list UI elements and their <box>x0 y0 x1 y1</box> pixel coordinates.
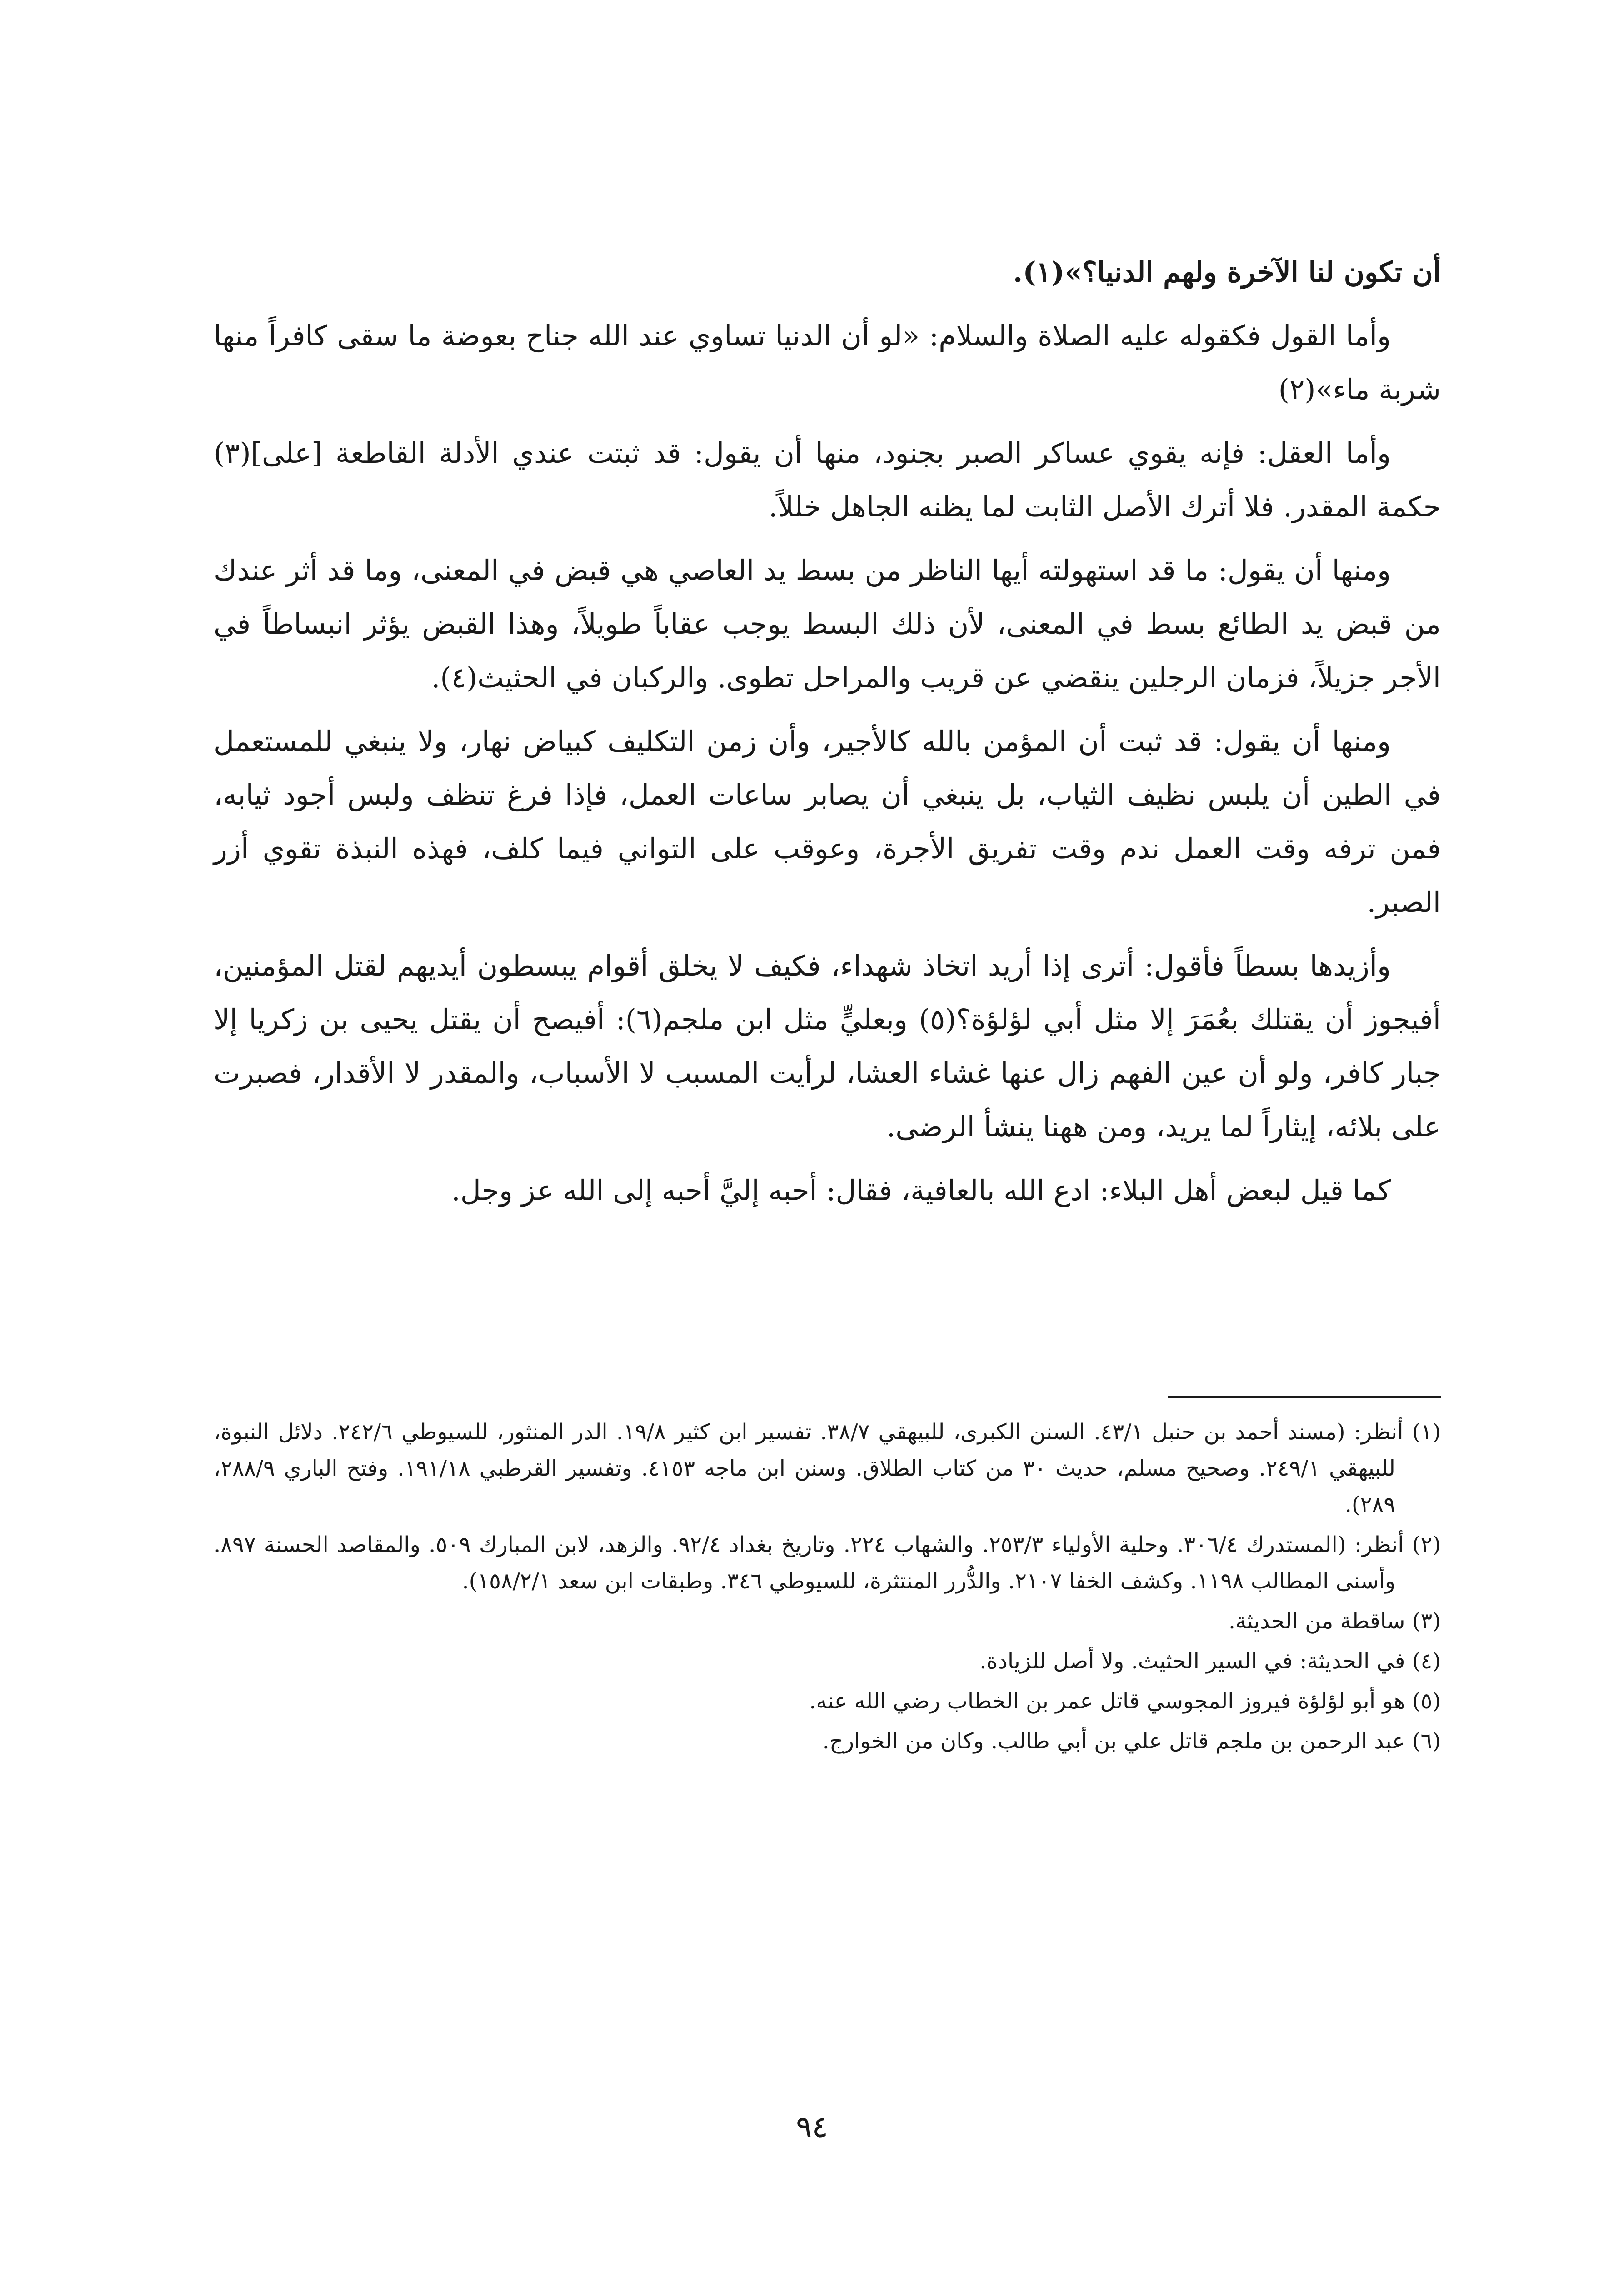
footnote-4: (٤) في الحديثة: في السير الحثيث. ولا أصل للزيادة. <box>979 1648 1441 1674</box>
page-number: ٩٤ <box>796 2109 828 2144</box>
footnote-1: (١) أنظر: (مسند أحمد بن حنبل ٤٣/١. السنن الكبرى، للبيهقي ٣٨/٧. تفسير ابن كثير ١٩/٨. الدر المنثور، للسيوطي ٢٤٢/٦. دلائل النبوة، للبيهقي ٢٤٩/١. وصحيح مسلم، حديث ٣٠ من كتاب الطلاق. وسنن ابن ماجه ٤١٥٣. وتفسير القرطبي ١٩١/١٨. وفتح الباري ٢٨٨/٩، ٢٨٩). <box>214 1419 1441 1517</box>
paragraph-4: ومنها أن يقول: ما قد استهولته أيها الناظر من بسط يد العاصي هي قبض في المعنى، وما قد أثر عندك من قبض يد الطائع بسط في المعنى، لأن ذلك البسط يوجب عقاباً طويلاً، وهذا القبض يؤثر انبساطاً في الأجر جزيلاً، فزمان الرجلين ينقضي عن قريب والمراحل تطوى. والركبان في الحثيث(٤). <box>214 554 1441 694</box>
footnote-2: (٢) أنظر: (المستدرك ٣٠٦/٤. وحلية الأولياء ٢٥٣/٣. والشهاب ٢٢٤. وتاريخ بغداد ٩٢/٤. والزهد، لابن المبارك ٥٠٩. والمقاصد الحسنة ٨٩٧. وأسنى المطالب ١١٩٨. وكشف الخفا ٢١٠٧. والدُّرر المنتثرة، للسيوطي ٣٤٦. وطبقات ابن سعد ١٥٨/٢/١). <box>214 1532 1441 1594</box>
paragraph-5: ومنها أن يقول: قد ثبت أن المؤمن بالله كالأجير، وأن زمن التكليف كبياض نهار، ولا ينبغي للمستعمل في الطين أن يلبس نظيف الثياب، بل ينبغي أن يصابر ساعات العمل، فإذا فرغ تنظف ولبس أجود ثيابه، فمن ترفه وقت العمل ندم وقت تفريق الأجرة، وعوقب على التواني فيما كلف، فهذه النبذة تقوي أزر الصبر. <box>214 725 1441 919</box>
paragraph-7: كما قيل لبعض أهل البلاء: ادع الله بالعافية، فقال: أحبه إليَّ أحبه إلى الله عز وجل. <box>451 1174 1391 1207</box>
footnote-5: (٥) هو أبو لؤلؤة فيروز المجوسي قاتل عمر بن الخطاب رضي الله عنه. <box>809 1688 1441 1714</box>
footnote-divider <box>1168 1396 1441 1398</box>
main-text <box>214 245 1441 1227</box>
footnote-3: (٣) ساقطة من الحديثة. <box>1228 1608 1441 1634</box>
paragraph-3: وأما العقل: فإنه يقوي عساكر الصبر بجنود، منها أن يقول: قد ثبتت عندي الأدلة القاطعة [على](٣) حكمة المقدر. فلا أترك الأصل الثابت لما يظنه الجاهل خللاً. <box>214 436 1441 523</box>
paragraph-6: وأزيدها بسطاً فأقول: أترى إذا أريد اتخاذ شهداء، فكيف لا يخلق أقوام يبسطون أيديهم لقتل المؤمنين، أفيجوز أن يقتلك بعُمَرَ إلا مثل أبي لؤلؤة؟(٥) وبعليٍّ مثل ابن ملجم(٦): أفيصح أن يقتل يحيى بن زكريا إلا جبار كافر، ولو أن عين الفهم زال عنها غشاء العشا، لرأيت المسبب لا الأسباب، والمقدر لا الأقدار، فصبرت على بلائه، إيثاراً لما يريد، ومن ههنا ينشأ الرضى. <box>214 949 1441 1143</box>
paragraph-1: أن تكون لنا الآخرة ولهم الدنيا؟»(١). <box>1013 255 1441 289</box>
footnote-6: (٦) عبد الرحمن بن ملجم قاتل علي بن أبي طالب. وكان من الخوارج. <box>822 1728 1441 1754</box>
footnotes <box>214 1414 1441 1763</box>
paragraph-2: وأما القول فكقوله عليه الصلاة والسلام: «لو أن الدنيا تساوي عند الله جناح بعوضة ما سقى كافراً منها شربة ماء»(٢) <box>214 319 1441 406</box>
